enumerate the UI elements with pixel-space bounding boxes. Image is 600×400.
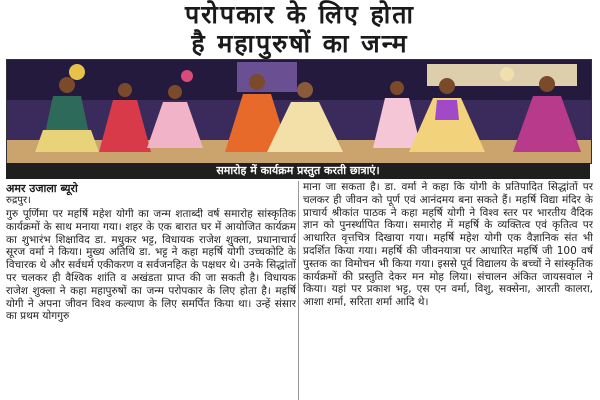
byline: अमर उजाला ब्यूरो (6, 182, 78, 195)
photo-caption: समारोह में कार्यक्रम प्रस्तुत करती छात्राएं। (6, 163, 590, 179)
event-photo-illustration (7, 60, 591, 163)
article-column-left: गुरु पूर्णिमा पर महर्षि महेश योगी का जन्म शताब्दी वर्ष समारोह सांस्कृतिक कार्यक्रमों के साथ मनाया गया। शहर के एक बारात घर में आयोजित कार्यक्रम का शुभारंभ शिक्षाविद डा. मधुकर भट्ट, विधायक राजेश शुक्ला, प्रधानाचार्य सूरज वर्मा ने किया। मुख्य अतिथि डा. भट्ट ने कहा महर्षि योगी उच्चकोटि के विचारक थे और सर्वधर्म एकीकरण व सर्वजनहित के पक्षधर थे। उनके सिद्धांतों पर चलकर ही वैश्विक शांति व अखंडता प्राप्त की जा सकती है। विधायक राजेश शुक्ला ने कहा महापुरुषों का जन्म परोपकार के लिए होता है। महर्षि योगी ने अपना जीवन विश्व कल्याण के लिए समर्पित किया था। उन्हें संसार का प्रथम योगगुरु (6, 208, 296, 323)
headline-line-2: है महापुरुषों का जन्म (191, 29, 409, 58)
column-divider (298, 181, 299, 400)
dateline: रुद्रपुर। (6, 195, 31, 206)
article-column-right: माना जा सकता है। डा. वर्मा ने कहा कि योगी के प्रतिपादित सिद्धांतों पर चलकर ही जीवन को पूर्ण एवं आनंदमय बना सकते हैं। महर्षि विद्या मंदिर के प्राचार्य श्रीकांत पाठक ने कहा महर्षि योगी ने विश्व स्तर पर भारतीय वैदिक ज्ञान को पुनर्स्थापित किया। समारोह में महर्षि के व्यक्तित्व एवं कृतित्व पर आधारित वृत्तचित्र दिखाया गया। महर्षि महेश योगी एक वैज्ञानिक संत भी प्रदर्शित किया गया। महर्षि की जीवनयात्रा पर आधारित महर्षि जी 100 वर्ष पुस्तक का विमोचन भी किया गया। इससे पूर्व विद्यालय के बच्चों ने सांस्कृतिक कार्यक्रमों की प्रस्तुति देकर मन मोह लिया। संचालन अंकित जायसवाल ने किया। यहां पर प्रकाश भट्ट, एस एन वर्मा, विशु, सक्सेना, आरती कालरा, आशा शर्मा, सरिता शर्मा आदि थे। (303, 181, 593, 309)
event-photo (6, 59, 592, 164)
headline-line-1: परोपकार के लिए होता (184, 0, 416, 29)
headline (0, 0, 600, 58)
